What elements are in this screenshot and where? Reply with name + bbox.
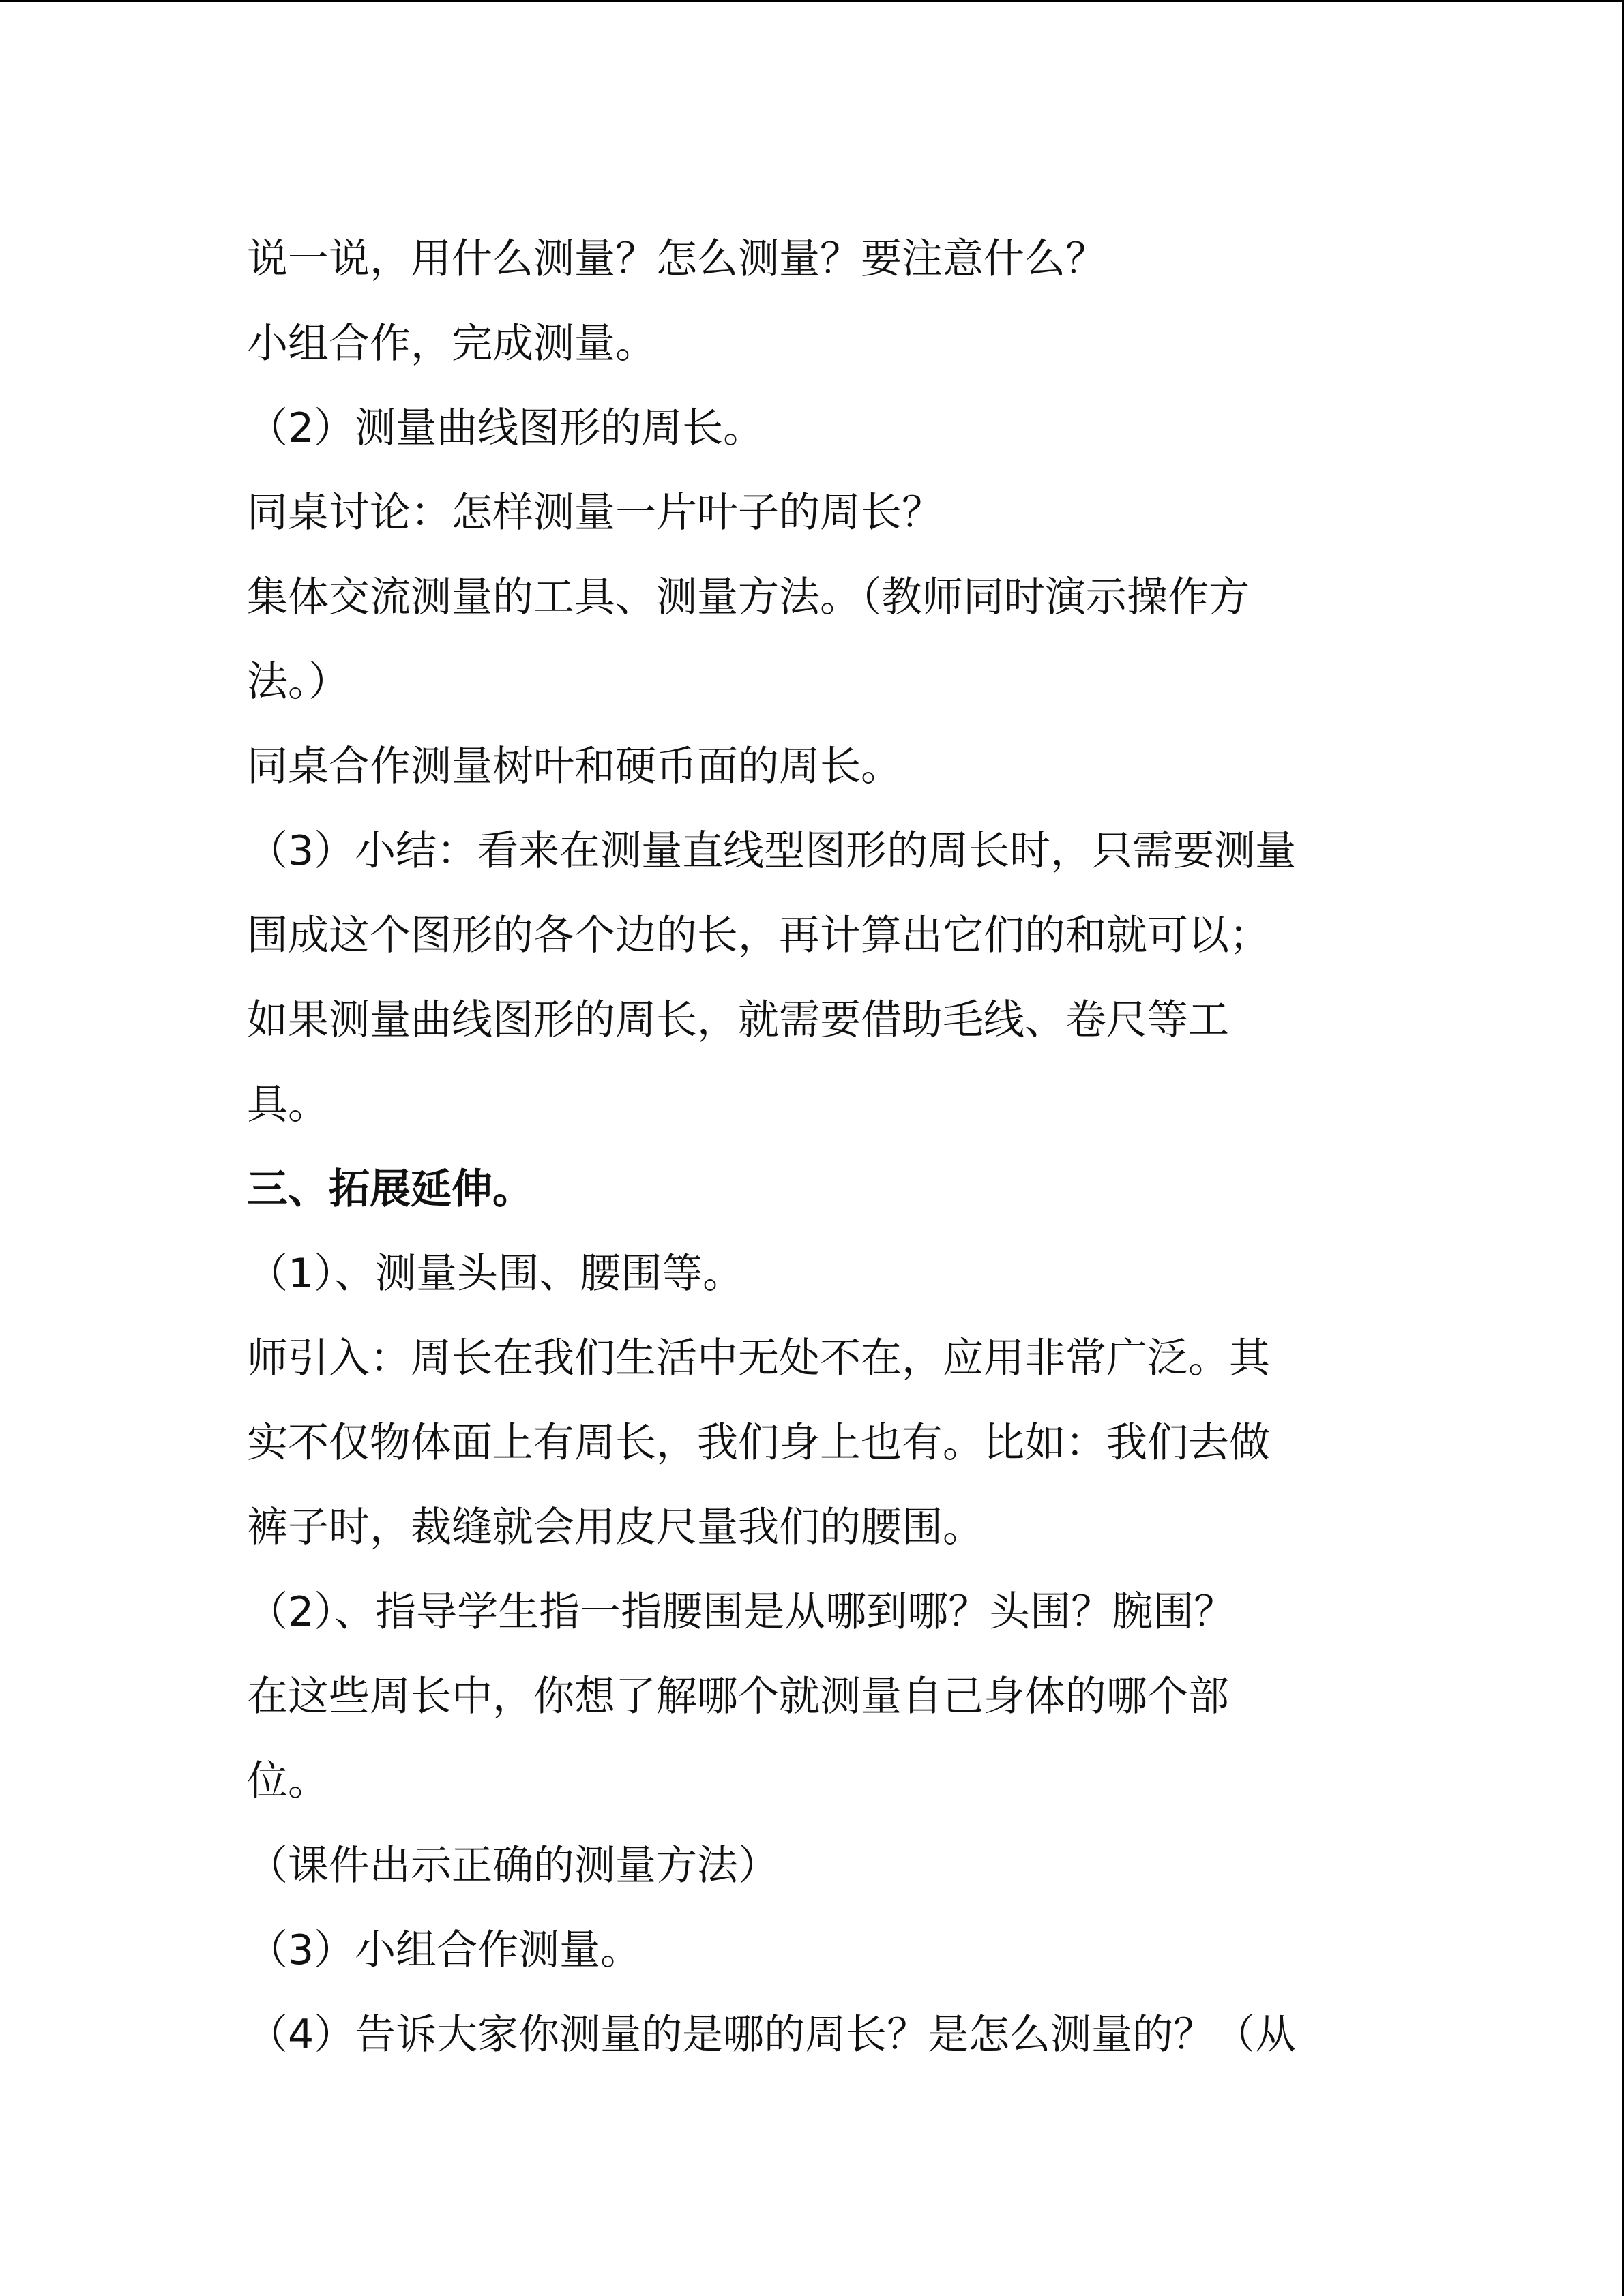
section-heading: 三、拓展延伸。 <box>247 1165 533 1213</box>
text-line: 同桌合作测量树叶和硬币面的周长。 <box>247 743 902 790</box>
text-line: 同桌讨论：怎样测量一片叶子的周长？ <box>247 489 943 537</box>
text-line: 位。 <box>247 1757 329 1805</box>
text-line: 具。 <box>247 1081 329 1129</box>
text-line: （4）告诉大家你测量的是哪的周长？是怎么测量的？（从 <box>247 2011 1297 2059</box>
text-line: 法。） <box>247 658 349 706</box>
text-line: （课件出示正确的测量方法） <box>247 1842 779 1890</box>
text-line: 集体交流测量的工具、测量方法。（教师同时演示操作方 <box>247 573 1250 621</box>
text-line: 在这些周长中，你想了解哪个就测量自己身体的哪个部 <box>247 1673 1229 1720</box>
text-line: 如果测量曲线图形的周长，就需要借助毛线、卷尺等工 <box>247 996 1229 1044</box>
text-line: 裤子时，裁缝就会用皮尺量我们的腰围。 <box>247 1504 984 1551</box>
text-line: （2）测量曲线图形的周长。 <box>247 404 765 452</box>
text-line: （1）、测量头围、腰围等。 <box>247 1250 744 1298</box>
text-line: 说一说，用什么测量？怎么测量？要注意什么？ <box>247 235 1106 283</box>
page-top-border <box>0 0 1624 2</box>
text-line: 小组合作，完成测量。 <box>247 320 656 368</box>
text-line: （2）、指导学生指一指腰围是从哪到哪？头围？腕围？ <box>247 1588 1235 1636</box>
document-body <box>247 217 1379 2077</box>
text-line: 实不仅物体面上有周长，我们身上也有。比如：我们去做 <box>247 1419 1270 1467</box>
text-line: （3）小结：看来在测量直线型图形的周长时，只需要测量 <box>247 827 1297 875</box>
text-line: （3）小组合作测量。 <box>247 1926 642 1974</box>
text-line: 围成这个图形的各个边的长，再计算出它们的和就可以； <box>247 912 1270 959</box>
text-line: 师引入：周长在我们生活中无处不在，应用非常广泛。其 <box>247 1335 1270 1382</box>
